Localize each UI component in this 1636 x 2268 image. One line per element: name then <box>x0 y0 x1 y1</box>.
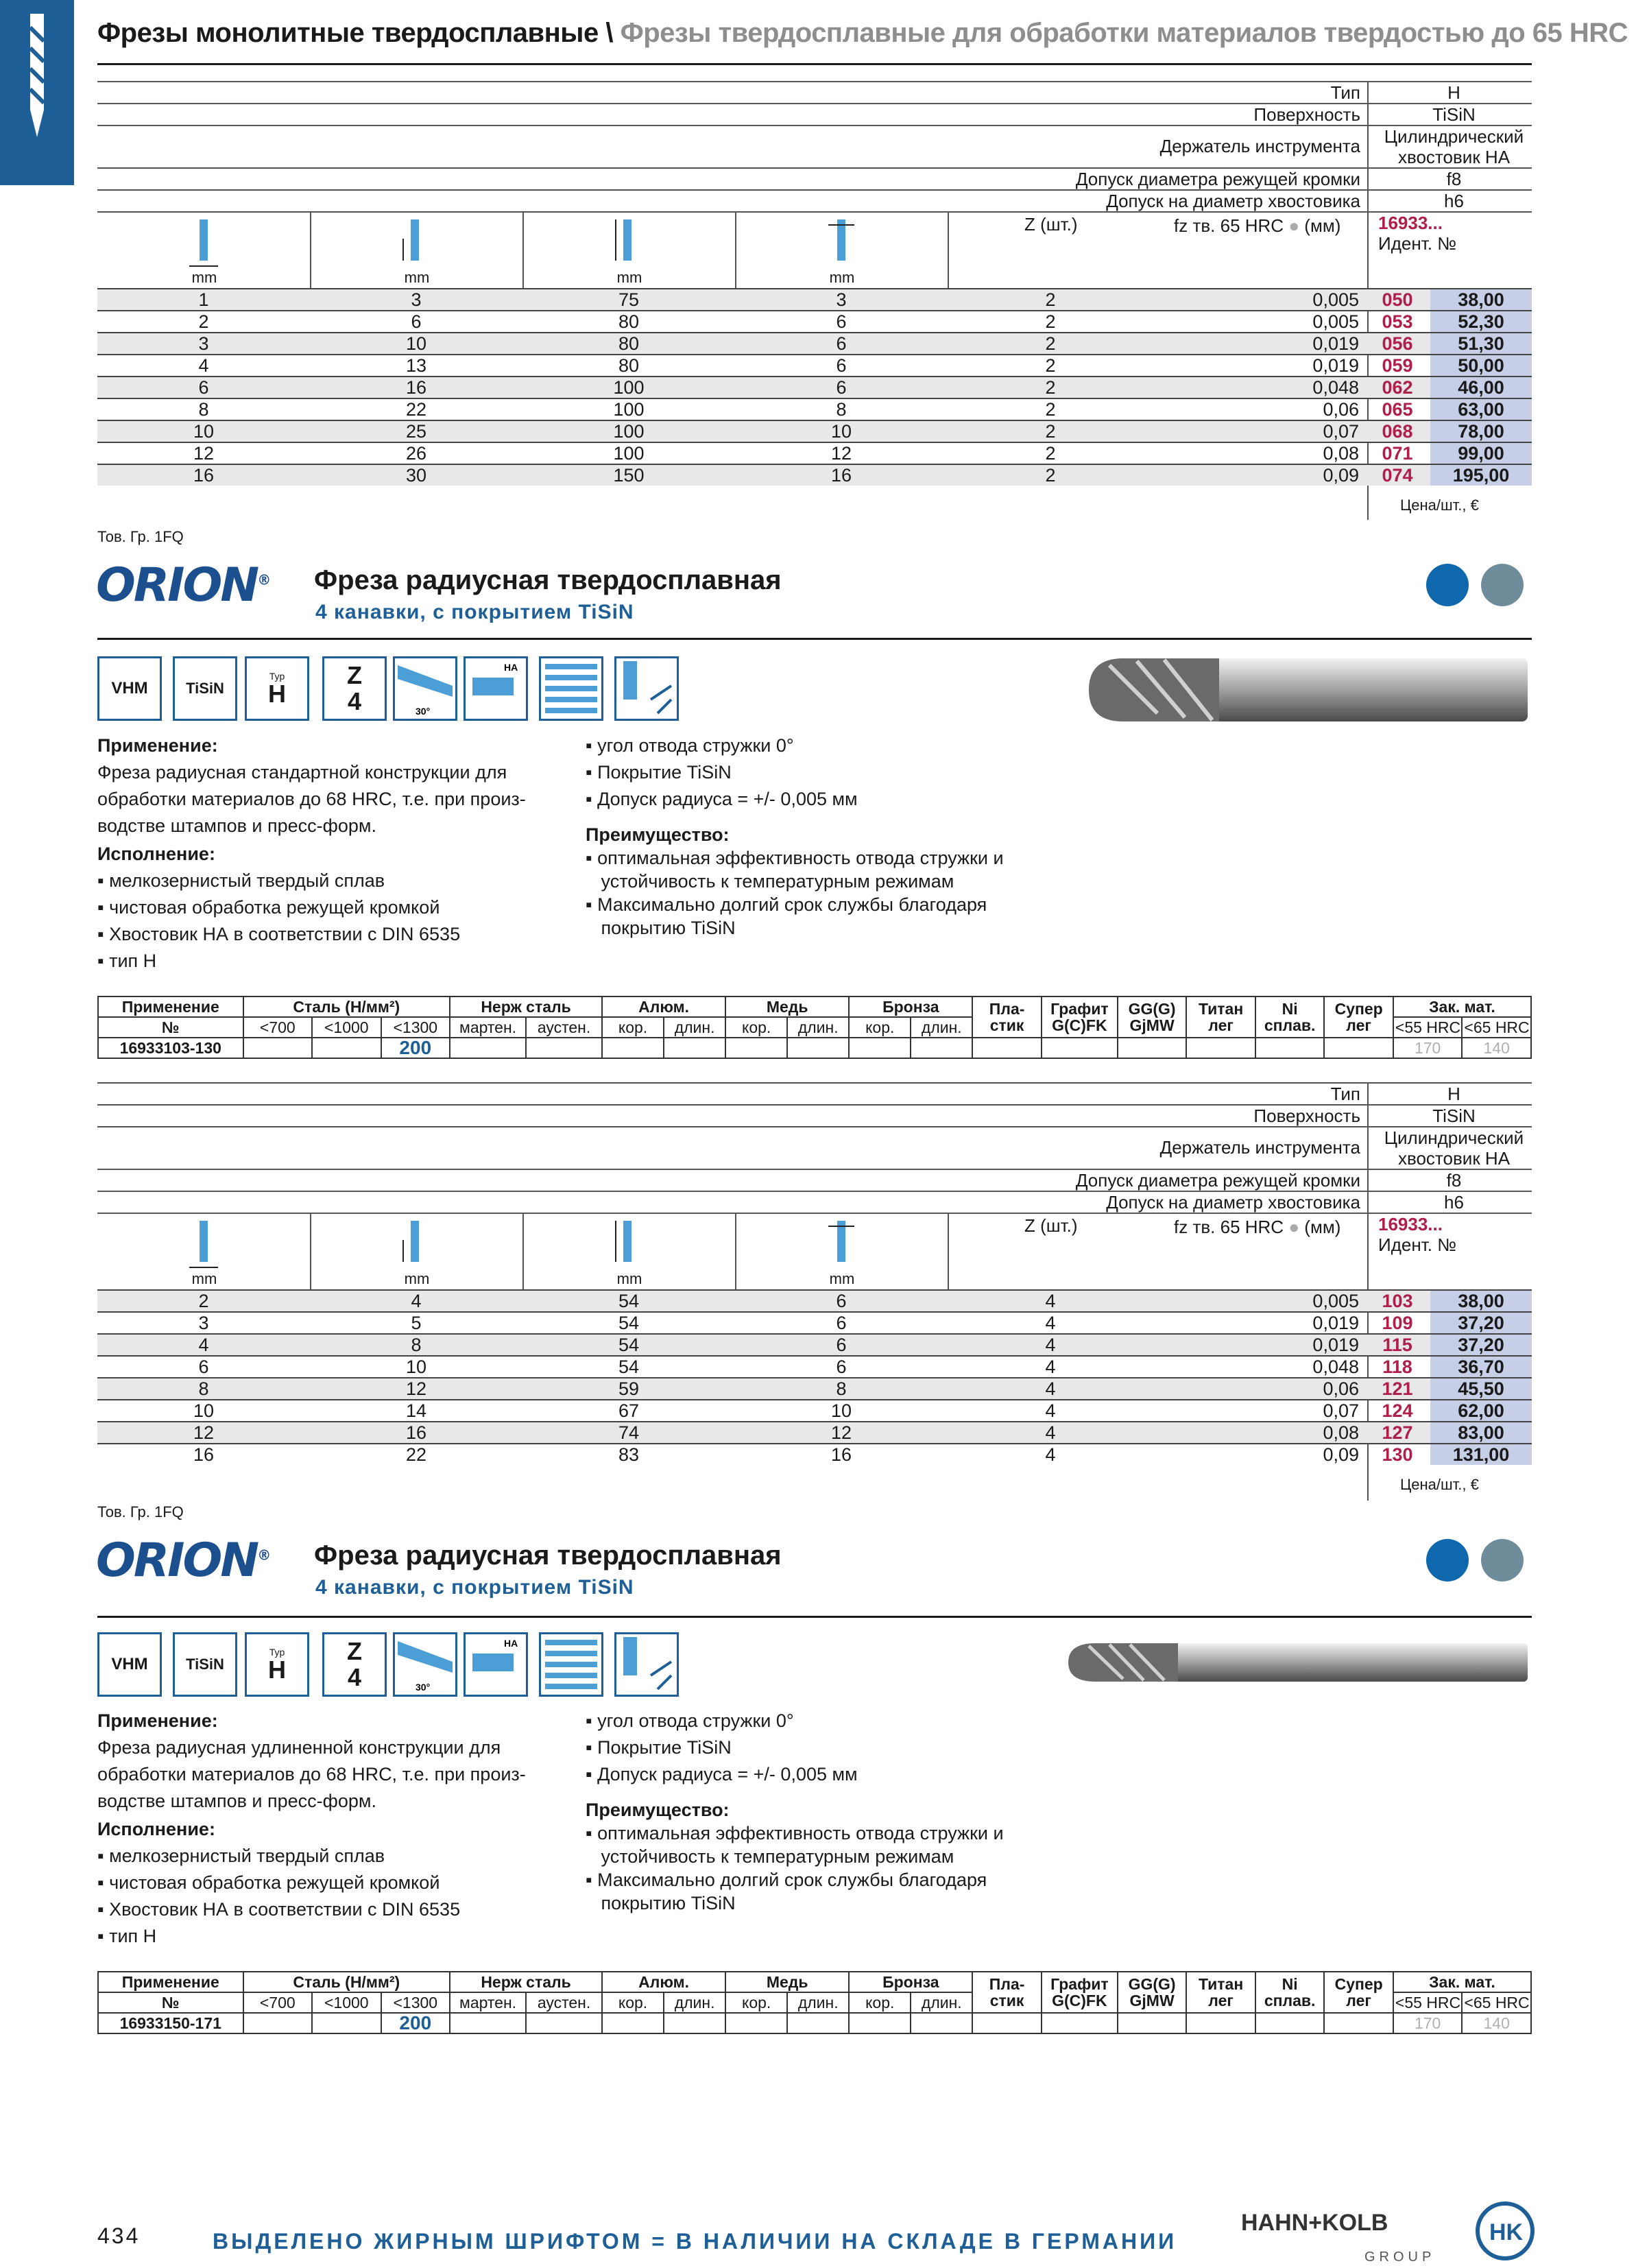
drill-icon <box>0 0 74 185</box>
flutes-icon: Z 4 <box>322 1632 387 1697</box>
table-cell: 26 <box>405 443 427 464</box>
table-cell: 4 <box>198 355 209 376</box>
total-length-icon <box>612 218 643 273</box>
footer-note: ВЫДЕЛЕНО ЖИРНЫМ ШРИФТОМ = В НАЛИЧИИ НА СКЛАДЕ В ГЕРМАНИИ <box>213 2229 1177 2254</box>
ident-code: 103 <box>1382 1291 1413 1311</box>
table-cell: 8 <box>836 1378 847 1399</box>
page-header-title: Фрезы монолитные твердосплавные \ Фрезы твердосплавные для обработки материалов твердостью до 65 HRC <box>97 18 1628 48</box>
svg-text:30°: 30° <box>416 706 431 717</box>
ident-code: 065 <box>1382 399 1413 420</box>
table-cell: 4 <box>1045 1335 1056 1355</box>
price-cell: 62,00 <box>1430 1400 1532 1421</box>
side-tab <box>0 0 74 185</box>
table-cell: 3 <box>198 1313 209 1333</box>
svg-text:30°: 30° <box>416 1682 431 1693</box>
features-text-1: ▪ угол отвода стружки 0° ▪ Покрытие TiSiN ▪ Допуск радиуса = +/- 0,005 мм <box>586 735 858 809</box>
section-rule <box>97 1616 1532 1618</box>
table-cell: 12 <box>405 1378 427 1399</box>
vhm-icon: VHM <box>97 1632 162 1697</box>
table-cell: 0,07 <box>1323 1400 1359 1421</box>
table-row <box>97 376 1532 398</box>
table-cell: 8 <box>198 399 209 420</box>
table-cell: 54 <box>618 1357 640 1377</box>
table-cell: 0,09 <box>1323 465 1359 486</box>
helix-icon <box>393 1632 457 1697</box>
column-header-row: mm mm mm mm Z (шт.) fz тв. 65 HRC ● (мм) 16933... Идент. № <box>97 1213 1532 1289</box>
table-cell: 4 <box>198 1335 209 1355</box>
price-cell: 37,20 <box>1430 1313 1532 1333</box>
product-table-1: Тип H Поверхность TiSiN Держатель инструмента Цилиндрический хвостовик НА Допуск диаметра режущей кромки f8 Допуск на диаметр хвостовика h6 mm mm mm mm Z (шт.) fz тв. 65 HRC ● (мм) 16933... Идент. № 1 3 75 3 2 0,005 050 38,00 2 6 80 6 2 0,005 053 52,30 3 10 80 6 2 0,019 056 51,30 4 13 80 6 2 0,019 059 50,00 6 16 100 6 2 0,048 062 46,00 8 22 100 8 2 0,06 065 63,00 10 25 100 10 2 0,07 068 78,00 12 26 100 12 2 0,08 071 99,00 16 30 150 16 2 0,09 074 195,00 Цена/шт., € <box>97 81 1532 520</box>
table-cell: 22 <box>405 1444 427 1465</box>
ident-code: 050 <box>1382 289 1413 310</box>
product-title-2: Фреза радиусная твердосплавная <box>314 1540 782 1571</box>
orion-logo: ORION® <box>96 1533 269 1588</box>
product-subtitle-2: 4 канавки, с покрытием TiSiN <box>315 1576 634 1599</box>
column-header-row: mm mm mm mm Z (шт.) fz тв. 65 HRC ● (мм) 16933... Идент. № <box>97 211 1532 288</box>
table-cell: 74 <box>618 1422 640 1443</box>
table-cell: 8 <box>411 1335 422 1355</box>
cutting-length-icon <box>399 1219 431 1274</box>
material-table-1: Применение Сталь (Н/мм²) Нерж сталь Алюм. Медь Бронза Пла- стик Графит G(C)FK GG(G) GjMW Титан лег Ni сплав. Супер лег Зак. мат. № <700 <1000 <1300 мартен. аустен. кор. длин. кор. длин. кор. длин. <55 HRC <65 HRC 16933103-130 200 170 140 <box>97 996 1532 1059</box>
table-row <box>97 1399 1532 1421</box>
tisin-icon: TiSiN <box>173 656 237 721</box>
table-cell: 14 <box>405 1400 427 1421</box>
table-cell: 4 <box>1045 1378 1056 1399</box>
table-cell: 4 <box>1045 1291 1056 1311</box>
table-cell: 4 <box>1045 1357 1056 1377</box>
table-row <box>97 332 1532 354</box>
table-cell: 83 <box>618 1444 640 1465</box>
table-cell: 0,09 <box>1323 1444 1359 1465</box>
ident-code: 115 <box>1382 1335 1412 1355</box>
features-text-2: ▪ угол отвода стружки 0° ▪ Покрытие TiSiN ▪ Допуск радиуса = +/- 0,005 мм <box>586 1710 858 1784</box>
price-cell: 195,00 <box>1430 465 1532 486</box>
table-cell: 0,019 <box>1312 355 1359 376</box>
shank-diameter-icon <box>826 218 857 273</box>
helix-icon <box>393 656 457 721</box>
table-cell: 16 <box>830 1444 852 1465</box>
table-cell: 0,005 <box>1312 311 1359 332</box>
flutes-icon: Z 4 <box>322 656 387 721</box>
table-cell: 2 <box>1045 377 1056 398</box>
ident-code: 053 <box>1382 311 1413 332</box>
price-cell: 50,00 <box>1430 355 1532 376</box>
table-cell: 1 <box>198 289 209 310</box>
table-cell: 10 <box>405 1357 427 1377</box>
table-row <box>97 1377 1532 1399</box>
table-cell: 150 <box>613 465 645 486</box>
section-rule <box>97 638 1532 640</box>
cutting-length-icon <box>399 218 431 273</box>
direction-icon <box>614 656 679 721</box>
table-cell: 54 <box>618 1313 640 1333</box>
table-cell: 3 <box>411 289 422 310</box>
price-cell: 38,00 <box>1430 1291 1532 1311</box>
table-cell: 0,08 <box>1323 1422 1359 1443</box>
table-cell: 8 <box>836 399 847 420</box>
table-cell: 6 <box>836 1313 847 1333</box>
table-cell: 4 <box>1045 1400 1056 1421</box>
table-cell: 30 <box>405 465 427 486</box>
table-cell: 0,06 <box>1323 399 1359 420</box>
ident-code: 109 <box>1382 1313 1413 1333</box>
table-cell: 2 <box>1045 443 1056 464</box>
price-cell: 63,00 <box>1430 399 1532 420</box>
type-h-icon: Typ H <box>245 656 309 721</box>
table-cell: 54 <box>618 1335 640 1355</box>
table-cell: 2 <box>1045 355 1056 376</box>
orion-logo: ORION® <box>96 558 269 612</box>
table-cell: 10 <box>830 1400 852 1421</box>
table-cell: 100 <box>613 443 645 464</box>
table-row <box>97 1355 1532 1377</box>
price-cell: 131,00 <box>1430 1444 1532 1465</box>
ident-code: 130 <box>1382 1444 1413 1465</box>
table-cell: 2 <box>198 311 209 332</box>
table-cell: 4 <box>1045 1444 1056 1465</box>
table-row <box>97 288 1532 310</box>
ident-code: 118 <box>1382 1357 1412 1377</box>
table-row <box>97 420 1532 442</box>
hk-emblem-icon <box>1474 2200 1536 2262</box>
table-row <box>97 442 1532 464</box>
grey-dot <box>1481 564 1524 606</box>
blue-dot <box>1426 1539 1469 1581</box>
table-cell: 4 <box>1045 1422 1056 1443</box>
table-cell: 12 <box>193 443 215 464</box>
advantage-text-1: Преимущество: ▪ оптимальная эффективность отвода стружки и устойчивость к температурным режимам ▪ Максимально долгий срок службы благодаря покрытию TiSiN <box>586 824 1004 938</box>
page-number: 434 <box>97 2223 141 2248</box>
table-cell: 2 <box>1045 289 1056 310</box>
table-cell: 12 <box>830 443 852 464</box>
table-cell: 16 <box>405 377 427 398</box>
table-cell: 2 <box>1045 333 1056 354</box>
table-cell: 100 <box>613 399 645 420</box>
group-label-2: Тов. Гр. 1FQ <box>97 1503 184 1520</box>
table-cell: 100 <box>613 421 645 442</box>
table-cell: 0,08 <box>1323 443 1359 464</box>
execution-text-1: Исполнение: ▪ мелкозернистый твердый сплав ▪ чистовая обработка режущей кромкой ▪ Хвостовик НА в соответствии с DIN 6535 ▪ тип H <box>97 844 461 971</box>
ident-code: 068 <box>1382 421 1413 442</box>
blue-dot <box>1426 564 1469 606</box>
table-cell: 6 <box>836 1335 847 1355</box>
tolerance-icon <box>539 1632 603 1697</box>
table-cell: 10 <box>193 1400 215 1421</box>
table-row <box>97 1443 1532 1465</box>
grey-dot <box>1481 1539 1524 1581</box>
advantage-text-2: Преимущество: ▪ оптимальная эффективность отвода стружки и устойчивость к температурным режимам ▪ Максимально долгий срок службы благодаря покрытию TiSiN <box>586 1800 1004 1913</box>
table-row <box>97 464 1532 486</box>
price-cell: 37,20 <box>1430 1335 1532 1355</box>
svg-text:HK: HK <box>1489 2219 1524 2245</box>
vhm-icon: VHM <box>97 656 162 721</box>
table-cell: 6 <box>836 1357 847 1377</box>
price-cell: 36,70 <box>1430 1357 1532 1377</box>
table-cell: 13 <box>405 355 427 376</box>
table-cell: 4 <box>1045 1313 1056 1333</box>
table-cell: 75 <box>618 289 640 310</box>
table-cell: 4 <box>411 1291 422 1311</box>
ident-code: 127 <box>1382 1422 1413 1443</box>
table-cell: 3 <box>836 289 847 310</box>
table-cell: 10 <box>193 421 215 442</box>
shank-ha-icon <box>464 656 528 721</box>
table-cell: 2 <box>1045 399 1056 420</box>
table-row <box>97 1333 1532 1355</box>
table-cell: 6 <box>198 1357 209 1377</box>
diameter-icon <box>188 218 219 273</box>
logo-group-text: GROUP <box>1364 2249 1436 2265</box>
product-table-2: Тип H Поверхность TiSiN Держатель инструмента Цилиндрический хвостовик НА Допуск диаметра режущей кромки f8 Допуск на диаметр хвостовика h6 mm mm mm mm Z (шт.) fz тв. 65 HRC ● (мм) 16933... Идент. № 2 4 54 6 4 0,005 103 38,00 3 5 54 6 4 0,019 109 37,20 4 8 54 6 4 0,019 115 37,20 6 10 54 6 4 0,048 118 36,70 8 12 59 8 4 0,06 121 45,50 10 14 67 10 4 0,07 124 62,00 12 16 74 12 4 0,08 127 83,00 16 22 83 16 4 0,09 130 131,00 Цена/шт., € <box>97 1082 1532 1501</box>
product-title-1: Фреза радиусная твердосплавная <box>314 565 782 595</box>
table-cell: 0,019 <box>1312 1313 1359 1333</box>
material-table-2: Применение Сталь (Н/мм²) Нерж сталь Алюм. Медь Бронза Пла- стик Графит G(C)FK GG(G) GjMW Титан лег Ni сплав. Супер лег Зак. мат. № <700 <1000 <1300 мартен. аустен. кор. длин. кор. длин. кор. длин. <55 HRC <65 HRC 16933150-171 200 170 140 <box>97 1971 1532 2034</box>
price-cell: 38,00 <box>1430 289 1532 310</box>
total-length-icon <box>612 1219 643 1274</box>
table-cell: 80 <box>618 333 640 354</box>
table-cell: 0,019 <box>1312 1335 1359 1355</box>
table-row <box>97 398 1532 420</box>
application-text-2: Применение: Фреза радиусная удлиненной конструкции для обработки материалов до 68 HRC, т.е. при произ- водстве штампов и пресс-форм. <box>97 1710 526 1811</box>
price-cell: 99,00 <box>1430 443 1532 464</box>
table-cell: 6 <box>836 1291 847 1311</box>
table-cell: 2 <box>1045 465 1056 486</box>
table-cell: 0,005 <box>1312 289 1359 310</box>
table-row <box>97 354 1532 376</box>
ident-code: 062 <box>1382 377 1413 398</box>
price-cell: 83,00 <box>1430 1422 1532 1443</box>
table-cell: 0,005 <box>1312 1291 1359 1311</box>
table-cell: 6 <box>836 311 847 332</box>
table-cell: 16 <box>193 1444 215 1465</box>
svg-text:HA: HA <box>504 662 518 673</box>
shank-ha-icon <box>464 1632 528 1697</box>
ident-code: 059 <box>1382 355 1413 376</box>
table-cell: 80 <box>618 311 640 332</box>
price-cell: 52,30 <box>1430 311 1532 332</box>
table-cell: 2 <box>1045 421 1056 442</box>
ident-code: 056 <box>1382 333 1413 354</box>
ident-code: 124 <box>1382 1400 1413 1421</box>
table-row <box>97 1311 1532 1333</box>
product-subtitle-1: 4 канавки, с покрытием TiSiN <box>315 601 634 623</box>
tool-image-1 <box>1061 652 1535 727</box>
table-cell: 6 <box>836 333 847 354</box>
table-row <box>97 1289 1532 1311</box>
table-cell: 54 <box>618 1291 640 1311</box>
table-cell: 0,06 <box>1323 1378 1359 1399</box>
table-cell: 6 <box>411 311 422 332</box>
table-cell: 16 <box>193 465 215 486</box>
table-cell: 25 <box>405 421 427 442</box>
table-cell: 22 <box>405 399 427 420</box>
price-cell: 78,00 <box>1430 421 1532 442</box>
ident-code: 121 <box>1382 1378 1413 1399</box>
table-cell: 10 <box>830 421 852 442</box>
table-cell: 6 <box>836 377 847 398</box>
table-row <box>97 1421 1532 1443</box>
tolerance-icon <box>539 656 603 721</box>
execution-text-2: Исполнение: ▪ мелкозернистый твердый сплав ▪ чистовая обработка режущей кромкой ▪ Хвостовик НА в соответствии с DIN 6535 ▪ тип H <box>97 1819 461 1946</box>
diameter-icon <box>188 1219 219 1274</box>
table-cell: 16 <box>830 465 852 486</box>
table-cell: 2 <box>198 1291 209 1311</box>
group-label-1: Тов. Гр. 1FQ <box>97 528 184 545</box>
table-cell: 6 <box>198 377 209 398</box>
price-cell: 51,30 <box>1430 333 1532 354</box>
table-row <box>97 310 1532 332</box>
header-rule <box>97 63 1532 65</box>
table-cell: 2 <box>1045 311 1056 332</box>
table-cell: 0,048 <box>1312 1357 1359 1377</box>
table-cell: 16 <box>405 1422 427 1443</box>
table-cell: 59 <box>618 1378 640 1399</box>
table-cell: 100 <box>613 377 645 398</box>
type-h-icon: Typ H <box>245 1632 309 1697</box>
table-cell: 80 <box>618 355 640 376</box>
tool-image-2 <box>1061 1635 1535 1690</box>
table-cell: 5 <box>411 1313 422 1333</box>
price-cell: 46,00 <box>1430 377 1532 398</box>
svg-text:HA: HA <box>504 1638 518 1649</box>
tisin-icon: TiSiN <box>173 1632 237 1697</box>
table-cell: 67 <box>618 1400 640 1421</box>
table-cell: 0,019 <box>1312 333 1359 354</box>
table-cell: 6 <box>836 355 847 376</box>
application-text-1: Применение: Фреза радиусная стандартной конструкции для обработки материалов до 68 HRC, т.е. при произ- водстве штампов и пресс-форм. <box>97 735 526 836</box>
shank-diameter-icon <box>826 1219 857 1274</box>
table-cell: 12 <box>830 1422 852 1443</box>
ident-code: 071 <box>1382 443 1413 464</box>
ident-code: 074 <box>1382 465 1413 486</box>
direction-icon <box>614 1632 679 1697</box>
table-cell: 10 <box>405 333 427 354</box>
table-cell: 12 <box>193 1422 215 1443</box>
table-cell: 0,048 <box>1312 377 1359 398</box>
price-cell: 45,50 <box>1430 1378 1532 1399</box>
hahn-kolb-logo: HAHN+KOLB <box>1241 2210 1388 2236</box>
table-cell: 3 <box>198 333 209 354</box>
table-cell: 0,07 <box>1323 421 1359 442</box>
table-cell: 8 <box>198 1378 209 1399</box>
